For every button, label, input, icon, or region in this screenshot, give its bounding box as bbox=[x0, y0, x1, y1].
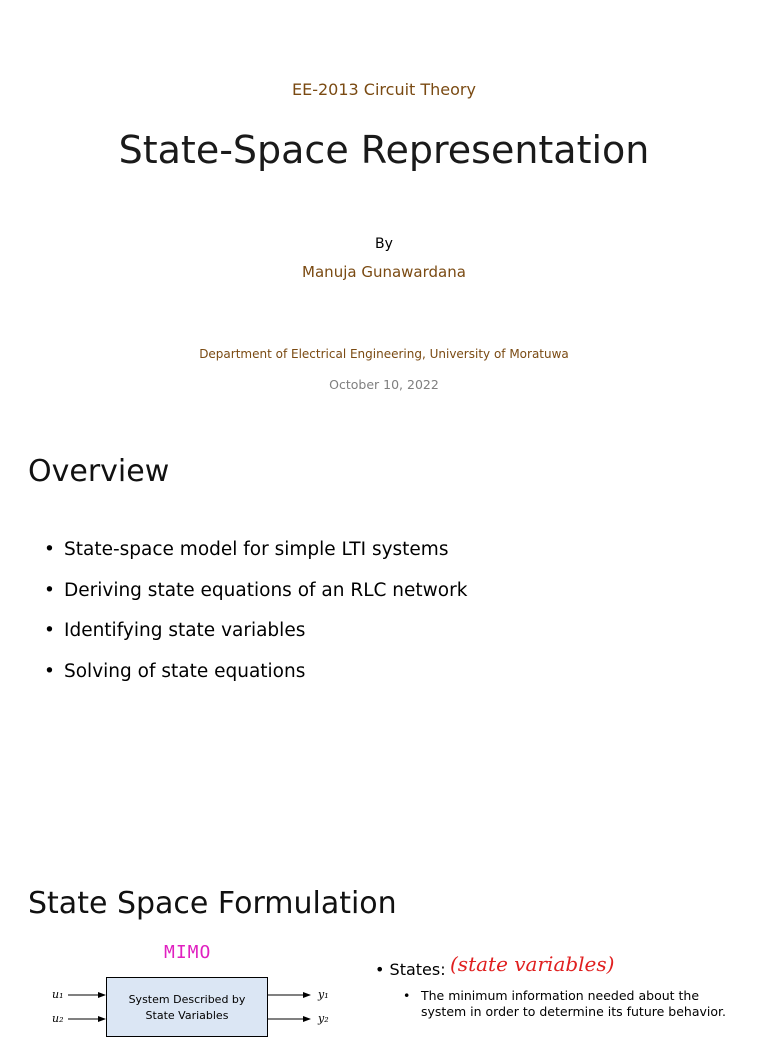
output-label-y2: y₂ bbox=[318, 1012, 329, 1025]
by-label: By bbox=[375, 236, 393, 252]
list-item: • Solving of state equations bbox=[44, 657, 467, 698]
bullet-icon: • bbox=[44, 660, 55, 682]
author-name: Manuja Gunawardana bbox=[302, 263, 466, 281]
page-title: State-Space Representation bbox=[118, 128, 650, 172]
bullet-icon: • bbox=[44, 539, 55, 560]
bullet-icon: • bbox=[44, 620, 55, 641]
system-block bbox=[106, 977, 268, 1037]
formulation-heading: State Space Formulation bbox=[28, 886, 397, 921]
input-label-u1: u₁ bbox=[52, 988, 64, 1001]
course-name: EE-2013 Circuit Theory bbox=[292, 80, 476, 99]
overview-list bbox=[44, 535, 467, 697]
list-item: • State-space model for simple LTI systems bbox=[44, 535, 467, 576]
states-label: States: bbox=[389, 960, 446, 979]
overview-heading: Overview bbox=[28, 454, 170, 489]
department-name: Department of Electrical Engineering, University of Moratuwa bbox=[199, 347, 569, 361]
list-item: • Identifying state variables bbox=[44, 616, 467, 657]
input-label-u2: u₂ bbox=[52, 1012, 64, 1025]
bullet-icon: • bbox=[44, 579, 55, 601]
output-label-y1: y₁ bbox=[318, 988, 329, 1001]
system-block-label-line1: System Described by bbox=[128, 993, 246, 1006]
mimo-handwritten-note: MIMO bbox=[164, 942, 212, 963]
system-block-label-line2: State Variables bbox=[145, 1009, 229, 1022]
states-description-text: The minimum information needed about the system in order to determine its future behavior. bbox=[421, 988, 726, 1019]
presentation-date: October 10, 2022 bbox=[329, 377, 439, 392]
sub-bullet-icon: • bbox=[403, 988, 411, 1003]
list-item: • Deriving state equations of an RLC network bbox=[44, 576, 467, 617]
states-handwritten-annotation: (state variables) bbox=[450, 952, 615, 976]
states-bullet bbox=[375, 960, 446, 979]
bullet-icon: • bbox=[375, 960, 385, 979]
